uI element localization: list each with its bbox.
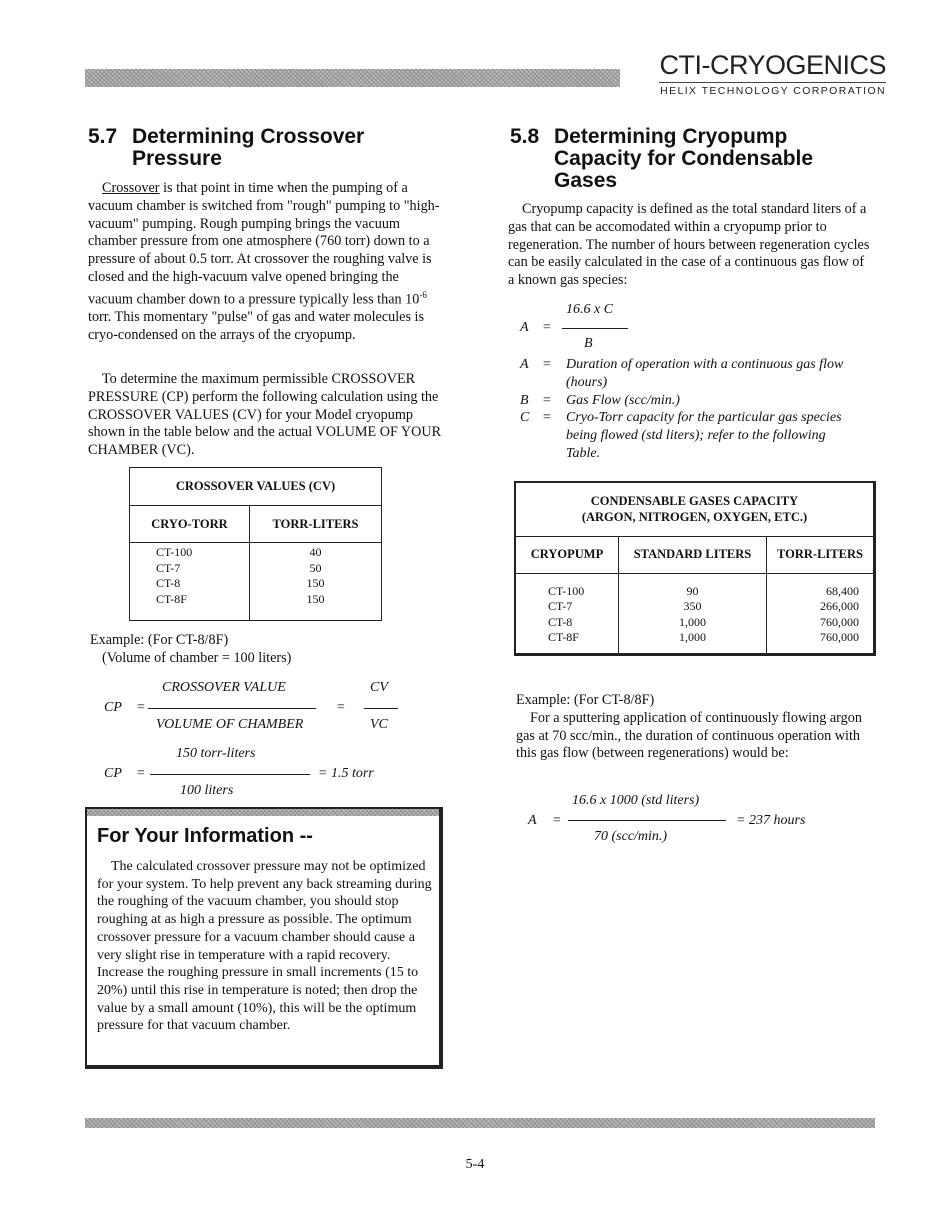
heading-line: Gases [554, 169, 618, 192]
torr-liters-column [767, 573, 875, 655]
formula-numerator: CV [370, 680, 388, 695]
heading-line: Determining Cryopump [554, 125, 788, 148]
section-5-8-paragraph-1 [508, 201, 873, 290]
capacity-calculation [528, 793, 868, 851]
paragraph-text: To determine the maximum permissible CROSSOVER PRESSURE (CP) perform the following calculation using the CROSSOVER VALUES (CV) for your Model cryopump shown in the table below and the actual VOLUME OF YOUR CHAMBER (VC). [88, 371, 442, 459]
brand-name: CTI-CRYOGENICS [659, 50, 886, 80]
table-cell: 350 [683, 599, 702, 613]
brand-logo [659, 50, 886, 97]
formula-equals: = [542, 320, 552, 335]
definition-text: Gas Flow (scc/min.) [566, 392, 680, 408]
definition-equals: = [542, 392, 552, 408]
definition-symbol: C [520, 410, 530, 426]
formula-lhs: A [528, 813, 537, 828]
table-cell: 1,000 [679, 630, 706, 644]
table-title-line: (ARGON, NITROGEN, OXYGEN, ETC.) [581, 510, 808, 525]
exponent: -6 [419, 289, 427, 300]
definition-row [520, 409, 860, 462]
page-number: 5-4 [465, 1157, 485, 1172]
column-header: STANDARD LITERS [619, 536, 767, 573]
formula-lhs: A [520, 320, 529, 335]
fraction-bar [148, 708, 316, 709]
paragraph-text: torr. This momentary "pulse" of gas and water molecules is cryo-condensed on the arrays of the cryopump. [88, 309, 424, 344]
heading-line: Pressure [132, 147, 222, 170]
std-liters-column [619, 573, 767, 655]
table-cell: CT-8F [156, 591, 187, 606]
condensable-gases-table [514, 481, 876, 656]
fraction-bar [562, 328, 628, 329]
section-5-8-heading [510, 126, 880, 192]
info-box-body: The calculated crossover pressure may not be optimized for your system. To help prevent any back streaming during the roughing of the vacuum chamber, you should stop roughing at as high a pressure as possible. The optimum crossover pressure for a vacuum chamber should cause a very slight rise in temperature with a rapid recovery. Increase the roughing pressure in small increments (15 to 20%) until this rise in temperature is noted; then drop the value by a small amount (10%), this will be the optimum pressure for that vacuum chamber. [97, 859, 432, 1034]
paragraph-text: Cryopump capacity is defined as the total standard liters of a gas that can be accomodated within a cryopump prior to regeneration. The number of hours between regeneration cycles can be easily calculated in the case of a continuous gas flow of a known gas species: [508, 201, 870, 289]
section-number: 5.8 [510, 125, 540, 148]
example-label: Example: (For CT-8/8F) [90, 632, 229, 648]
table-cell: 50 [309, 560, 322, 575]
formula-equals: = [136, 766, 146, 781]
definition-row [520, 356, 860, 392]
capacity-formula [520, 302, 720, 356]
formula-lhs: CP [104, 700, 122, 715]
column-header: TORR-LITERS [767, 536, 875, 573]
formula-denominator: 100 liters [180, 783, 234, 798]
definition-symbol: B [520, 392, 529, 408]
info-box-title: For Your Information -- [97, 825, 313, 847]
section-5-7-heading [88, 126, 448, 170]
formula-numerator: CROSSOVER VALUE [162, 680, 286, 695]
definition-equals: = [542, 357, 552, 372]
formula-lhs: CP [104, 766, 122, 781]
formula-denominator: VC [370, 717, 388, 732]
fraction-bar [568, 820, 726, 821]
crossover-formula [104, 680, 404, 740]
formula-equals: = [552, 813, 562, 828]
formula-denominator: B [584, 336, 593, 351]
table-cell: 1,000 [679, 614, 706, 629]
column-header: CRYOPUMP [515, 536, 619, 573]
formula-denominator: 70 (scc/min.) [594, 829, 668, 844]
crossover-example [90, 632, 291, 668]
crossover-term: Crossover [102, 180, 160, 196]
section-5-7-paragraph-2 [88, 371, 443, 460]
table-cell: 266,000 [820, 599, 859, 613]
table-cell: CT-8 [156, 576, 181, 590]
model-column [130, 543, 250, 621]
table-cell: CT-100 [548, 583, 585, 598]
crossover-values-table [129, 467, 382, 621]
formula-denominator: VOLUME OF CHAMBER [156, 717, 304, 732]
example-body: For a sputtering application of continuously flowing argon gas at 70 scc/min., the duration of continuous operation with this gas flow (between regenerations) would be: [516, 709, 862, 762]
table-cell: 90 [686, 583, 699, 598]
heading-line: Determining Crossover [132, 125, 365, 148]
formula-equals: = [336, 700, 346, 715]
section-number: 5.7 [88, 125, 118, 148]
capacity-example [516, 692, 876, 763]
column-header: CRYO-TORR [130, 506, 250, 543]
formula-result: = 1.5 torr [318, 766, 374, 781]
footer-rule [85, 1118, 875, 1128]
definition-text: Cryo-Torr capacity for the particular gas species being flowed (std liters); refer to the following Table. [566, 410, 842, 461]
table-title: CROSSOVER VALUES (CV) [130, 468, 382, 506]
definition-row [520, 392, 860, 410]
table-cell: 68,400 [826, 583, 859, 598]
formula-equals: = [136, 700, 146, 715]
value-column [250, 543, 382, 621]
variable-definitions [520, 356, 860, 463]
table-title-line: CONDENSABLE GASES CAPACITY [590, 494, 799, 509]
formula-numerator: 150 torr-liters [176, 746, 256, 761]
formula-result: = 237 hours [736, 813, 806, 828]
brand-subtitle: HELIX TECHNOLOGY CORPORATION [659, 82, 886, 97]
formula-numerator: 16.6 x 1000 (std liters) [572, 793, 700, 808]
table-cell: 40 [309, 545, 322, 559]
table-cell: 760,000 [820, 630, 859, 644]
info-box [85, 807, 443, 1069]
crossover-calculation [104, 746, 404, 806]
definition-equals: = [542, 410, 552, 426]
model-column [515, 573, 619, 655]
example-label: Example: (For CT-8/8F) [516, 692, 655, 708]
table-cell: 150 [306, 576, 325, 590]
table-cell: CT-8F [548, 630, 579, 644]
definition-text: Duration of operation with a continuous gas flow (hours) [566, 357, 844, 390]
section-5-7-paragraph-1 [88, 180, 443, 345]
table-cell: 760,000 [820, 614, 859, 629]
table-cell: 150 [306, 591, 325, 606]
column-header: TORR-LITERS [250, 506, 382, 543]
header-rule [85, 69, 620, 87]
fraction-bar [364, 708, 398, 709]
info-box-top-rule [87, 809, 439, 816]
definition-symbol: A [520, 357, 529, 372]
table-cell: CT-7 [548, 599, 573, 613]
table-cell: CT-100 [156, 545, 193, 559]
table-cell: CT-7 [156, 560, 181, 575]
formula-numerator: 16.6 x C [566, 302, 614, 317]
heading-line: Capacity for Condensable [554, 147, 814, 170]
fraction-bar [150, 774, 310, 775]
table-cell: CT-8 [548, 614, 573, 629]
paragraph-text: is that point in time when the pumping of a vacuum chamber is switched from "rough" pumping to "high-vacuum" pumping. Rough pumping brings the vacuum chamber pressure from one atmosphere (760 torr) down to a pressure of about 0.5 torr. At crossover the roughing valve is closed and the high-vacuum valve opened bringing the vacuum chamber down to a pressure typically less than 10 [88, 180, 440, 308]
example-note: (Volume of chamber = 100 liters) [102, 649, 292, 666]
table-title [515, 482, 875, 536]
